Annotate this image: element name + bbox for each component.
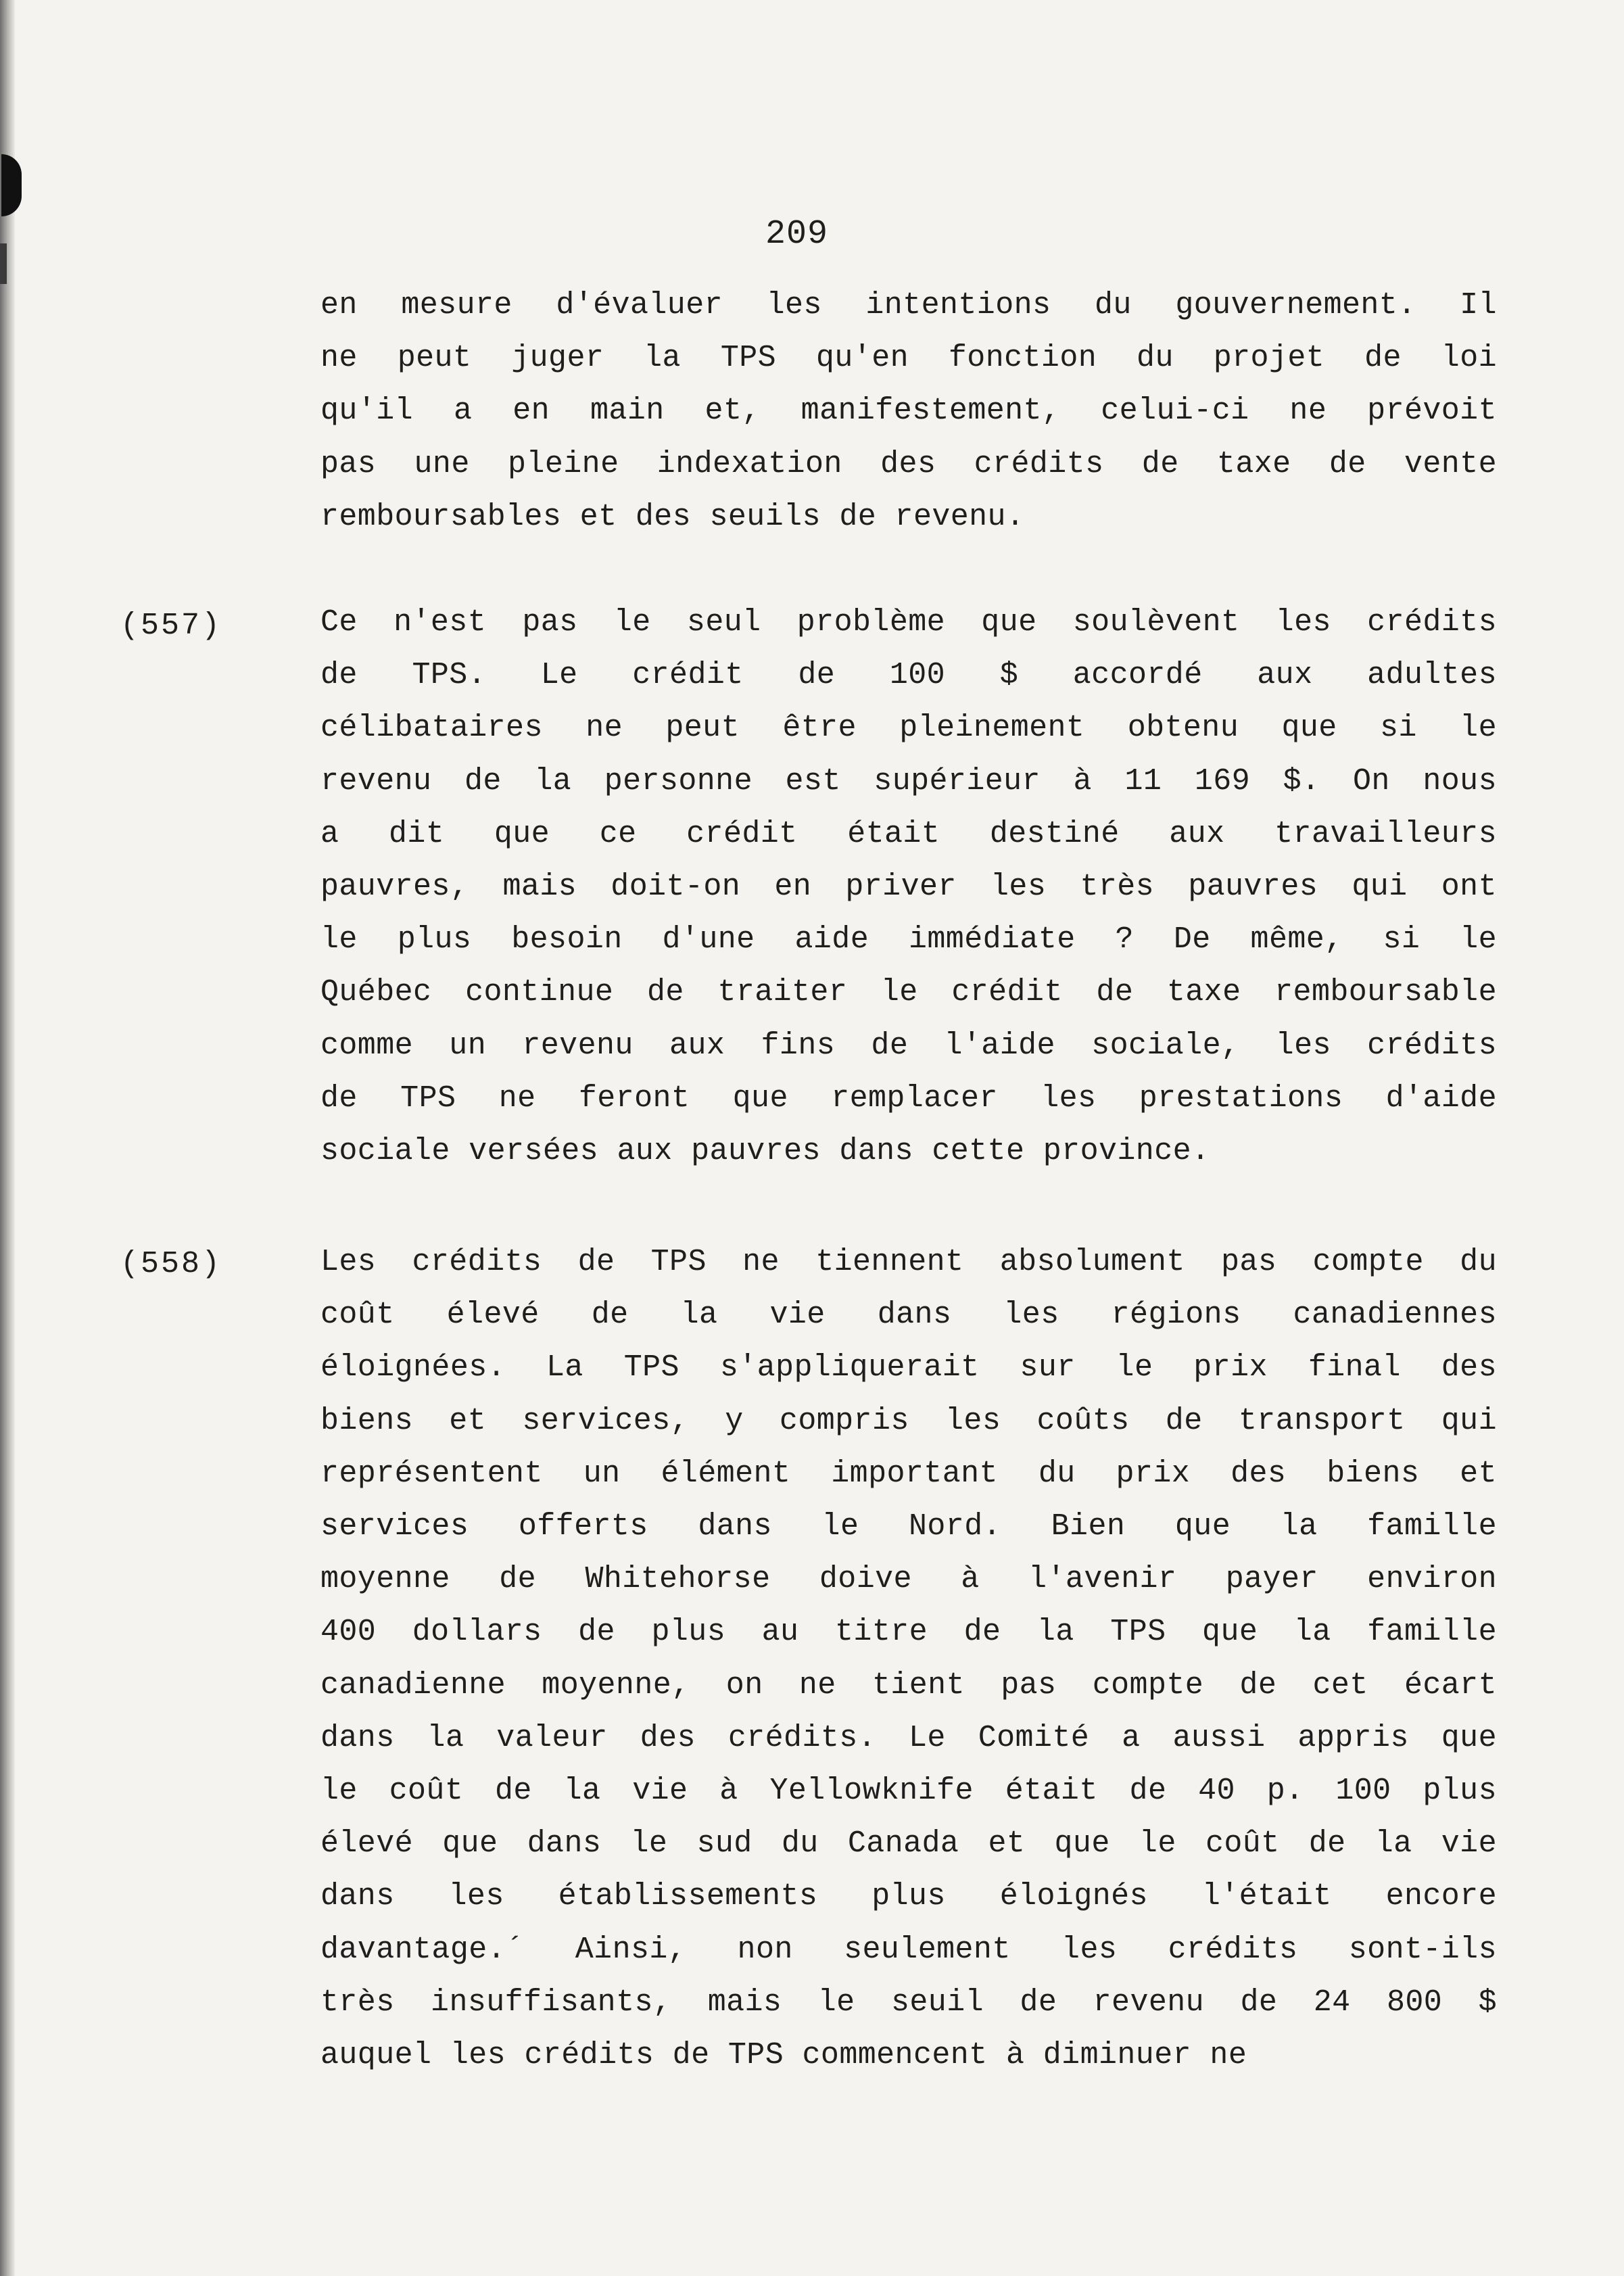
text-line: de TPS. Le crédit de 100 $ accordé aux adultes [320,658,1497,693]
text-line: ne peut juger la TPS qu'en fonction du projet de loi [320,341,1497,376]
text-line: auquel les crédits de TPS commencent à diminuer ne [320,2038,1247,2073]
text-line: sociale versées aux pauvres dans cette province. [320,1134,1210,1169]
text-line: davantage.´ Ainsi, non seulement les crédits sont-ils [320,1932,1497,1967]
paragraph-557 [320,596,1497,1178]
text-line: le coût de la vie à Yellowknife était de 40 p. 100 plus [320,1774,1497,1809]
text-line: élevé que dans le sud du Canada et que le coût de la vie [320,1826,1497,1862]
text-line: Les crédits de TPS ne tiennent absolument pas compte du [320,1245,1497,1279]
binding-hole [1,154,22,216]
text-line: Ce n'est pas le seul problème que soulèvent les crédits [320,605,1497,640]
text-line: pauvres, mais doit-on en priver les très pauvres qui ont [320,870,1497,905]
text-line: qu'il a en main et, manifestement, celui-ci ne prévoit [320,394,1497,429]
text-line: dans les établissements plus éloignés l'était encore [320,1879,1497,1914]
page-number: 209 [765,215,829,254]
text-line: 400 dollars de plus au titre de la TPS que la famille [320,1615,1497,1650]
text-line: comme un revenu aux fins de l'aide sociale, les crédits [320,1028,1497,1063]
text-line: a dit que ce crédit était destiné aux travailleurs [320,816,1497,851]
binding-edge [0,0,15,2276]
text-line: célibataires ne peut être pleinement obtenu que si le [320,711,1497,746]
text-line: le plus besoin d'une aide immédiate ? De même, si le [320,922,1497,957]
text-line: services offerts dans le Nord. Bien que la famille [320,1509,1497,1544]
text-line: de TPS ne feront que remplacer les prestations d'aide [320,1081,1497,1116]
text-line: très insuffisants, mais le seuil de revenu de 24 800 $ [320,1985,1497,2020]
paragraph-number-557: (557) [120,609,222,643]
paragraph-continuation [320,279,1497,544]
text-line: représentent un élément important du prix des biens et [320,1456,1497,1491]
text-line: biens et services, y compris les coûts de transport qui [320,1403,1497,1438]
paragraph-558 [320,1236,1497,2082]
text-line: moyenne de Whitehorse doive à l'avenir payer environ [320,1562,1497,1597]
text-line: Québec continue de traiter le crédit de taxe remboursable [320,975,1497,1010]
text-line: en mesure d'évaluer les intentions du gouvernement. Il [320,288,1497,323]
binding-mark [0,243,7,284]
text-line: éloignées. La TPS s'appliquerait sur le prix final des [320,1350,1497,1385]
text-line: canadienne moyenne, on ne tient pas compte de cet écart [320,1667,1497,1703]
text-line: revenu de la personne est supérieur à 11 169 $. On nous [320,763,1497,799]
text-line: remboursables et des seuils de revenu. [320,499,1025,534]
paragraph-number-558: (558) [120,1247,222,1281]
text-line: pas une pleine indexation des crédits de taxe de vente [320,446,1497,481]
text-line: coût élevé de la vie dans les régions canadiennes [320,1298,1497,1333]
text-line: dans la valeur des crédits. Le Comité a aussi appris que [320,1720,1497,1755]
